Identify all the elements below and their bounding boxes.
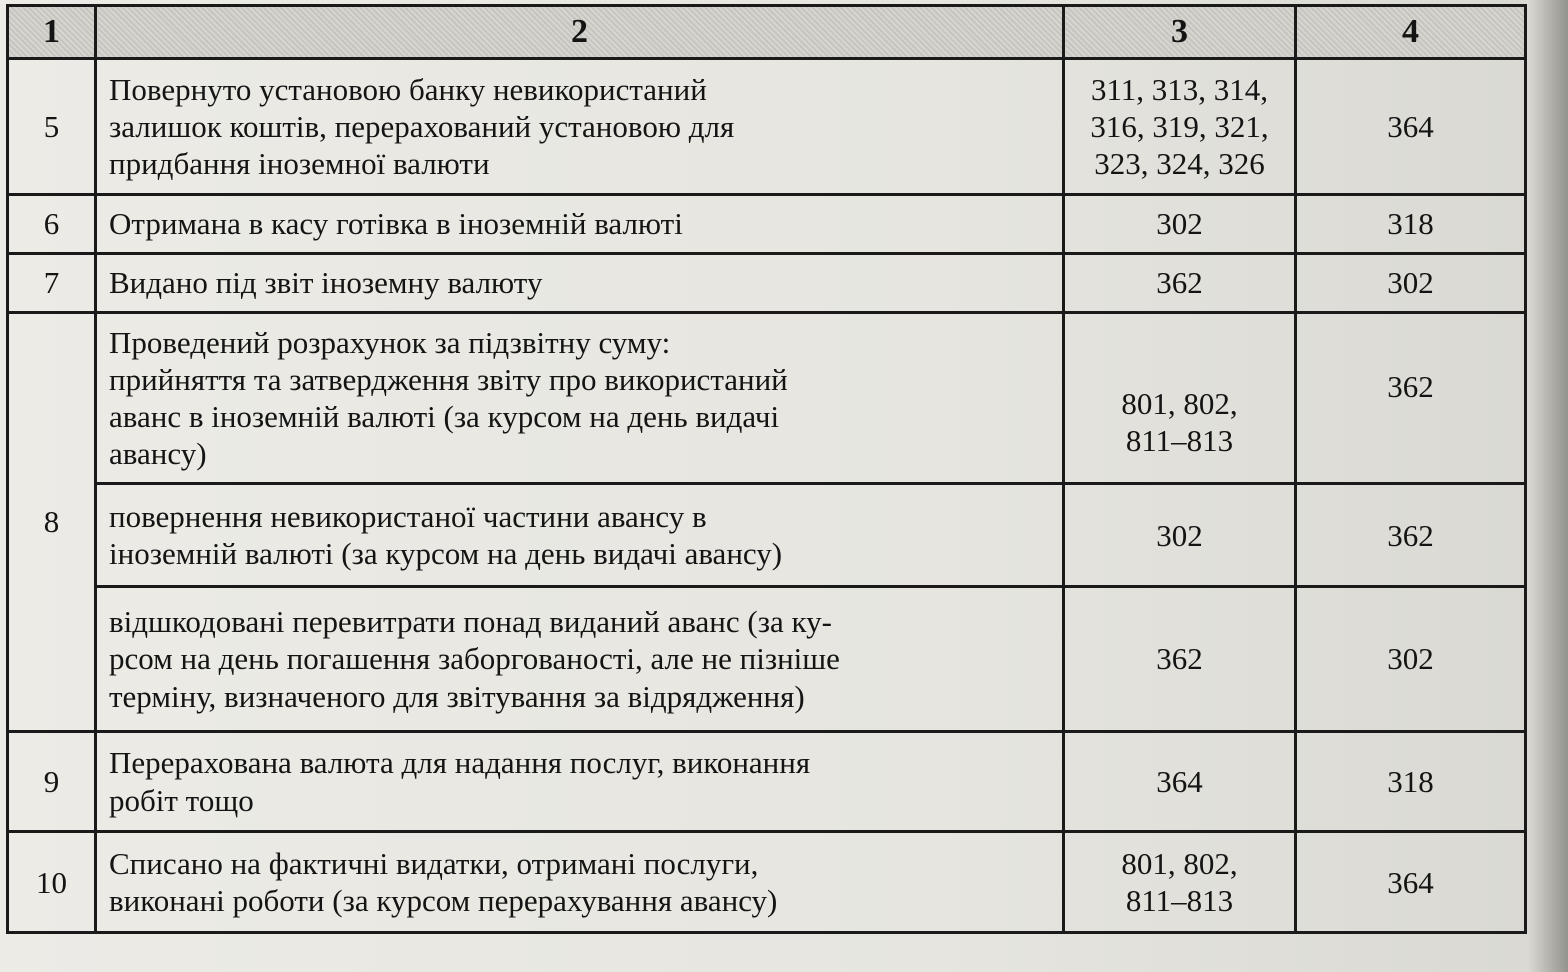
credit-account: 362: [1296, 312, 1526, 484]
header-cell-3: 3: [1064, 6, 1296, 59]
credit-account: 362: [1296, 484, 1526, 587]
debit-line: 811–813: [1125, 883, 1234, 919]
header-row: [8, 6, 1526, 59]
operation-description: [96, 195, 1064, 254]
description-line: Списано на фактичні видатки, отримані послуги,: [109, 845, 759, 881]
row-number: 5: [8, 59, 96, 195]
debit-line: 323, 324, 326: [1094, 146, 1265, 182]
table-row: [8, 253, 1526, 312]
debit-accounts: 302: [1064, 484, 1296, 587]
description-line: Видано під звіт іноземну валюту: [109, 265, 543, 301]
debit-line: 801, 802,: [1121, 845, 1238, 881]
debit-line: 311, 313, 314,: [1090, 71, 1269, 107]
operation-description: [96, 832, 1064, 933]
description-line: Перерахована валюта для надання послуг, виконання: [109, 745, 811, 781]
row-number: 10: [8, 832, 96, 933]
table-row: [8, 587, 1526, 732]
table-row: [8, 59, 1526, 195]
description-line: іноземній валюті (за курсом на день видачі авансу): [109, 536, 783, 572]
description-line: повернення невикористаної частини авансу в: [109, 499, 707, 535]
table-row: [8, 312, 1526, 484]
debit-accounts: [1064, 312, 1296, 484]
description-line: рсом на день погашення заборгованості, але не пізніше: [109, 641, 840, 677]
accounting-entries-table: [6, 4, 1527, 934]
row-number: 6: [8, 195, 96, 254]
row-number: 7: [8, 253, 96, 312]
table-row: [8, 195, 1526, 254]
debit-accounts: 302: [1064, 195, 1296, 254]
operation-description: [96, 312, 1064, 484]
description-line: прийняття та затвердження звіту про використаний: [109, 361, 788, 397]
operation-description: [96, 253, 1064, 312]
credit-account: 302: [1296, 253, 1526, 312]
debit-accounts: [1064, 59, 1296, 195]
credit-account: 364: [1296, 59, 1526, 195]
description-line: залишок коштів, перерахований установою для: [109, 109, 735, 145]
description-heading: Проведений розрахунок за підзвітну суму:: [109, 324, 671, 360]
debit-accounts: 364: [1064, 731, 1296, 832]
header-cell-1: 1: [8, 6, 96, 59]
description-line: терміну, визначеного для звітування за відрядження): [109, 678, 805, 714]
operation-description: [96, 484, 1064, 587]
row-number: 8: [8, 312, 96, 731]
debit-accounts: 362: [1064, 253, 1296, 312]
debit-accounts: [1064, 832, 1296, 933]
header-cell-2: 2: [96, 6, 1064, 59]
row-number: 9: [8, 731, 96, 832]
operation-description: [96, 587, 1064, 732]
description-line: авансу): [109, 436, 207, 472]
description-line: аванс в іноземній валюті (за курсом на день видачі: [109, 399, 780, 434]
debit-line: 316, 319, 321,: [1090, 109, 1269, 145]
table-row: [8, 731, 1526, 832]
operation-description: [96, 59, 1064, 195]
credit-account: 318: [1296, 195, 1526, 254]
description-line: відшкодовані перевитрати понад виданий аванс (за ку-: [109, 604, 832, 640]
credit-account: 302: [1296, 587, 1526, 732]
description-line: виконані роботи (за курсом перерахування авансу): [109, 883, 778, 919]
debit-accounts: 362: [1064, 587, 1296, 732]
description-line: Отримана в касу готівка в іноземній валюті: [109, 206, 683, 242]
debit-line: 811–813: [1125, 423, 1234, 458]
table-row: [8, 484, 1526, 587]
description-line: Повернуто установою банку невикористаний: [109, 71, 707, 107]
debit-line: 801, 802,: [1121, 385, 1238, 421]
description-line: робіт тощо: [109, 782, 254, 818]
table-row: [8, 832, 1526, 933]
operation-description: [96, 731, 1064, 832]
credit-account: 364: [1296, 832, 1526, 933]
credit-account: 318: [1296, 731, 1526, 832]
header-cell-4: 4: [1296, 6, 1526, 59]
description-line: придбання іноземної валюти: [109, 146, 490, 182]
